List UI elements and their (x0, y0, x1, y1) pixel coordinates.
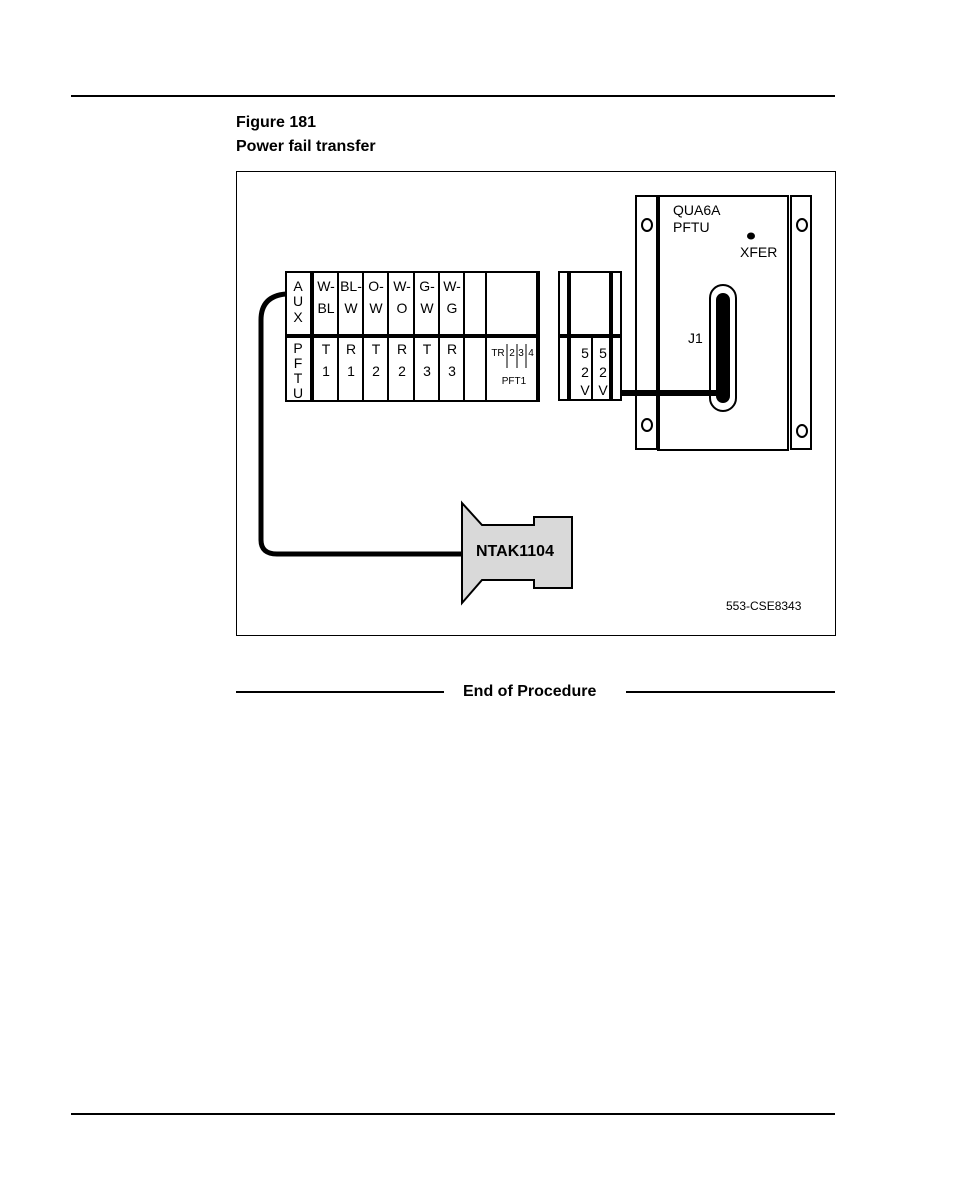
connector-block (559, 272, 621, 400)
svg-text:W: W (420, 300, 434, 316)
ntak1104-adapter (462, 503, 572, 603)
terminal-block (286, 272, 539, 401)
svg-text:R: R (396, 341, 408, 357)
svg-text:3: 3 (448, 363, 456, 379)
svg-text:O-: O- (368, 278, 384, 294)
svg-text:W-: W- (393, 278, 411, 294)
adapter-label: NTAK1104 (476, 543, 554, 560)
pftu-module (636, 196, 811, 450)
aux-label: A (293, 278, 303, 294)
footer-rule (71, 1113, 835, 1115)
left-bracket (636, 196, 658, 449)
pftu-label: P (293, 340, 303, 356)
svg-text:4: 4 (528, 348, 534, 359)
svg-text:V: V (580, 382, 590, 398)
svg-text:2: 2 (372, 363, 380, 379)
figure-title: Power fail transfer (236, 138, 376, 155)
svg-text:3: 3 (423, 363, 431, 379)
svg-text:W: W (344, 300, 358, 316)
screw-hole-icon (797, 425, 807, 437)
svg-text:1: 1 (322, 363, 330, 379)
svg-text:2: 2 (599, 364, 607, 380)
screw-hole-icon (642, 219, 652, 231)
figure-diagram (236, 171, 836, 636)
svg-text:3: 3 (518, 348, 524, 359)
svg-text:W-: W- (443, 278, 461, 294)
svg-text:T: T (422, 341, 432, 357)
svg-text:O: O (396, 300, 408, 316)
xfer-label: XFER (740, 244, 778, 260)
j1-connector-pins (716, 293, 730, 403)
svg-text:W-: W- (317, 278, 335, 294)
svg-text:G: G (446, 300, 458, 316)
svg-text:T: T (293, 370, 303, 386)
svg-text:W: W (369, 300, 383, 316)
svg-text:T: T (371, 341, 381, 357)
svg-text:2: 2 (398, 363, 406, 379)
svg-text:2: 2 (581, 364, 589, 380)
svg-text:5: 5 (581, 345, 589, 361)
end-rule-left (236, 691, 444, 693)
svg-text:U: U (292, 293, 304, 309)
svg-text:V: V (598, 382, 608, 398)
module-type: PFTU (673, 219, 710, 235)
svg-text:G-: G- (419, 278, 435, 294)
pft1-label: PFT1 (501, 376, 527, 387)
power-fail-transfer-diagram (237, 172, 835, 635)
svg-text:R: R (446, 341, 458, 357)
header-rule (71, 95, 835, 97)
j1-label: J1 (688, 330, 703, 346)
svg-text:X: X (293, 309, 303, 325)
right-bracket (791, 196, 811, 449)
svg-text:R: R (345, 341, 357, 357)
screw-hole-icon (642, 419, 652, 431)
svg-text:T: T (321, 341, 331, 357)
svg-text:2: 2 (509, 348, 515, 359)
end-rule-right (626, 691, 835, 693)
svg-text:F: F (293, 355, 303, 371)
svg-text:BL: BL (317, 300, 335, 316)
end-of-procedure: End of Procedure (463, 683, 597, 700)
svg-text:U: U (292, 385, 304, 401)
module-name: QUA6A (673, 202, 721, 218)
figure-number: Figure 181 (236, 114, 317, 131)
svg-text:BL-: BL- (340, 278, 362, 294)
svg-text:1: 1 (347, 363, 355, 379)
drawing-id: 553-CSE8343 (726, 599, 802, 613)
screw-hole-icon (797, 219, 807, 231)
svg-text:TR: TR (491, 348, 505, 359)
xfer-led-icon (747, 233, 755, 240)
svg-text:5: 5 (599, 345, 607, 361)
